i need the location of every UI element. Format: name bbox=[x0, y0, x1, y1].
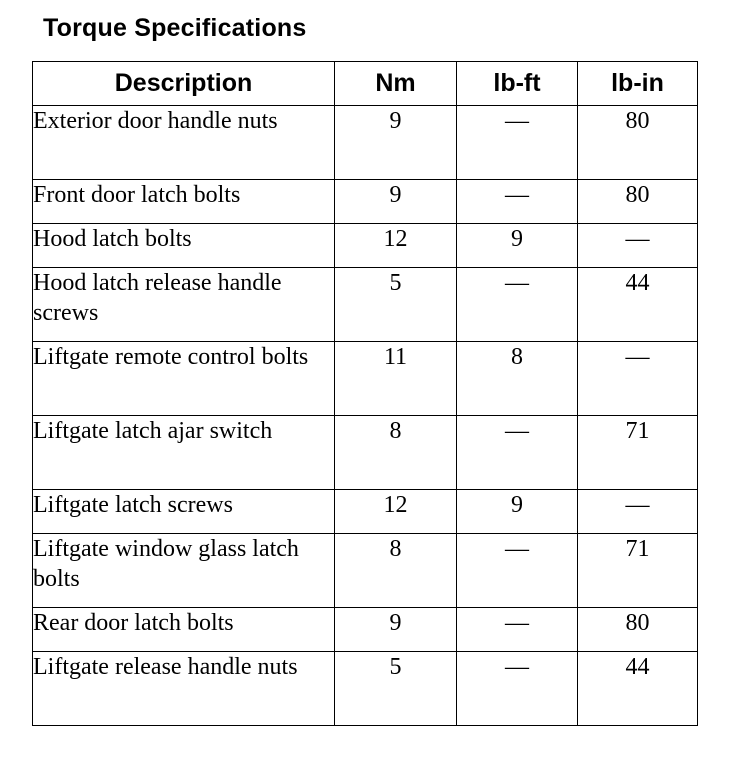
cell-lbft: — bbox=[457, 416, 578, 490]
cell-lbft: 8 bbox=[457, 342, 578, 416]
cell-lbin: 80 bbox=[578, 608, 698, 652]
cell-nm: 5 bbox=[335, 652, 457, 726]
table-row bbox=[33, 534, 698, 608]
column-header-nm: Nm bbox=[335, 62, 457, 106]
cell-lbin: 71 bbox=[578, 534, 698, 608]
cell-lbft: — bbox=[457, 652, 578, 726]
table-row bbox=[33, 180, 698, 224]
cell-lbin: 80 bbox=[578, 106, 698, 180]
cell-lbft: — bbox=[457, 180, 578, 224]
table-row bbox=[33, 416, 698, 490]
cell-nm: 9 bbox=[335, 180, 457, 224]
table-row bbox=[33, 652, 698, 726]
torque-spec-table bbox=[32, 61, 698, 726]
cell-lbft: 9 bbox=[457, 490, 578, 534]
cell-nm: 11 bbox=[335, 342, 457, 416]
cell-nm: 8 bbox=[335, 534, 457, 608]
table-row bbox=[33, 342, 698, 416]
table-row bbox=[33, 490, 698, 534]
cell-description: Hood latch release handle screws bbox=[33, 268, 335, 342]
column-header-description: Description bbox=[33, 62, 335, 106]
cell-description: Liftgate window glass latch bolts bbox=[33, 534, 335, 608]
page-title: Torque Specifications bbox=[43, 14, 307, 42]
table-row bbox=[33, 608, 698, 652]
table-header-row bbox=[33, 62, 698, 106]
cell-description: Hood latch bolts bbox=[33, 224, 335, 268]
cell-lbft: — bbox=[457, 268, 578, 342]
cell-lbin: 44 bbox=[578, 652, 698, 726]
cell-description: Exterior door handle nuts bbox=[33, 106, 335, 180]
cell-lbin: 44 bbox=[578, 268, 698, 342]
column-header-lbft: lb-ft bbox=[457, 62, 578, 106]
cell-description: Liftgate latch screws bbox=[33, 490, 335, 534]
cell-lbft: — bbox=[457, 534, 578, 608]
cell-description: Liftgate remote control bolts bbox=[33, 342, 335, 416]
cell-description: Rear door latch bolts bbox=[33, 608, 335, 652]
cell-nm: 12 bbox=[335, 224, 457, 268]
cell-lbin: 80 bbox=[578, 180, 698, 224]
cell-lbin: — bbox=[578, 342, 698, 416]
cell-description: Front door latch bolts bbox=[33, 180, 335, 224]
table-row bbox=[33, 224, 698, 268]
cell-lbft: 9 bbox=[457, 224, 578, 268]
cell-description: Liftgate latch ajar switch bbox=[33, 416, 335, 490]
cell-nm: 9 bbox=[335, 106, 457, 180]
cell-lbft: — bbox=[457, 608, 578, 652]
cell-nm: 5 bbox=[335, 268, 457, 342]
cell-nm: 12 bbox=[335, 490, 457, 534]
column-header-lbin: lb-in bbox=[578, 62, 698, 106]
table-row bbox=[33, 106, 698, 180]
cell-lbin: — bbox=[578, 490, 698, 534]
cell-nm: 8 bbox=[335, 416, 457, 490]
cell-description: Liftgate release handle nuts bbox=[33, 652, 335, 726]
cell-lbin: — bbox=[578, 224, 698, 268]
cell-nm: 9 bbox=[335, 608, 457, 652]
table-row bbox=[33, 268, 698, 342]
cell-lbin: 71 bbox=[578, 416, 698, 490]
table-body bbox=[33, 106, 698, 726]
cell-lbft: — bbox=[457, 106, 578, 180]
